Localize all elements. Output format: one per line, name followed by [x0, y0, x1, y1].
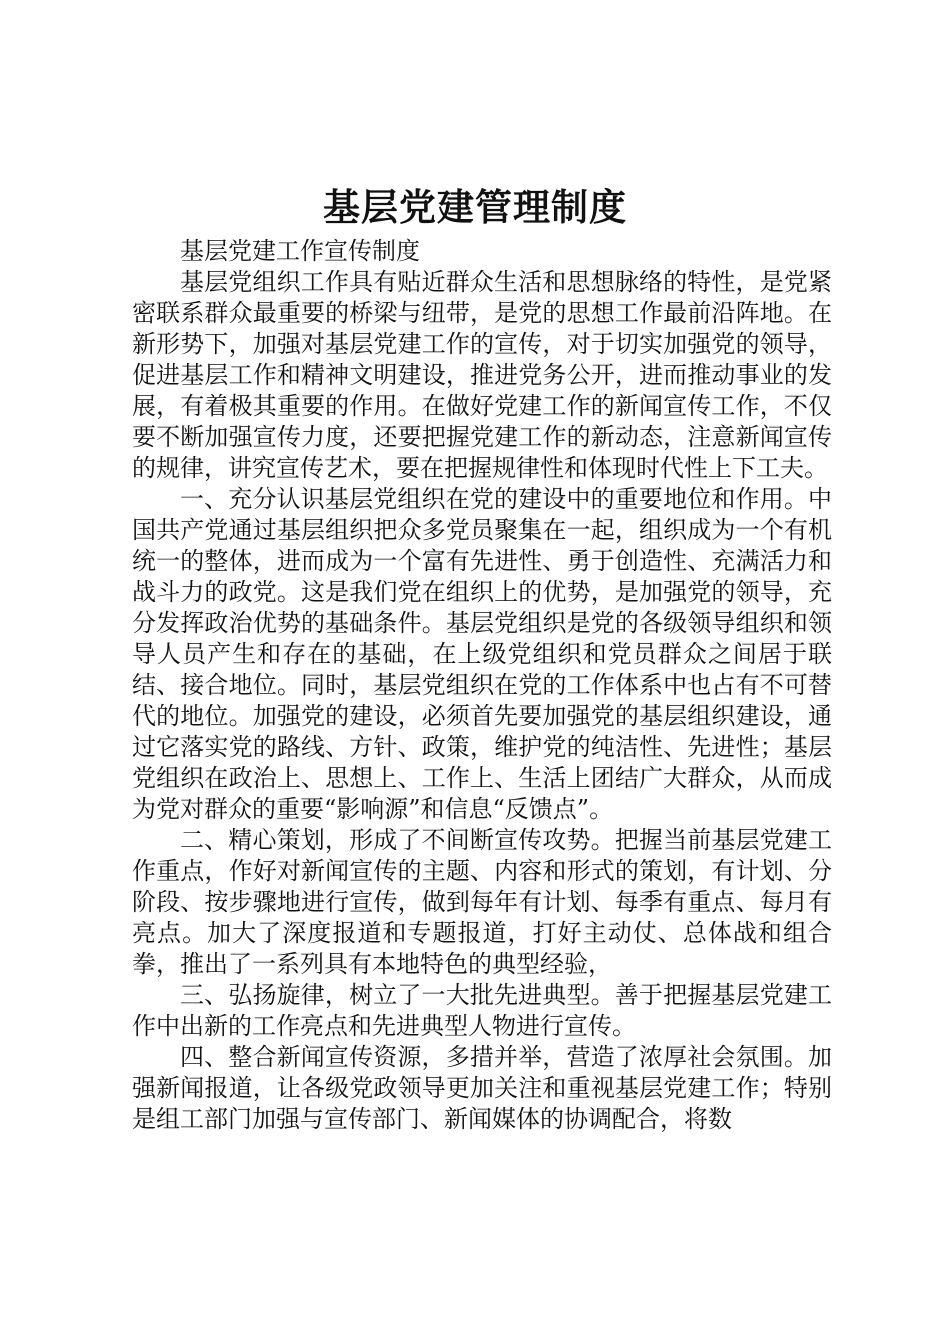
paragraph-point-2: 二、精心策划，形成了不间断宣传攻势。把握当前基层党建工作重点，作好对新闻宣传的主题、内容和形式的策划，有计划、分阶段、按步骤地进行宣传，做到每年有计划、每季有重点、每月有亮点。加大了深度报道和专题报道，打好主动仗、总体战和组合拳，推出了一系列具有本地特色的典型经验，	[132, 826, 832, 978]
document-body	[132, 236, 832, 1135]
paragraph-point-4: 四、整合新闻宣传资源，多措并举，营造了浓厚社会氛围。加强新闻报道，让各级党政领导更加关注和重视基层党建工作；特别是组工部门加强与宣传部门、新闻媒体的协调配合，将数	[132, 1043, 832, 1133]
intro-paragraph: 基层党组织工作具有贴近群众生活和思想脉络的特性，是党紧密联系群众最重要的桥梁与纽带，是党的思想工作最前沿阵地。在新形势下，加强对基层党建工作的宣传，对于切实加强党的领导，促进基层工作和精神文明建设，推进党务公开，进而推动事业的发展，有着极其重要的作用。在做好党建工作的新闻宣传工作，不仅要不断加强宣传力度，还要把握党建工作的新动态，注意新闻宣传的规律，讲究宣传艺术，要在把握规律性和体现时代性上下工夫。	[132, 268, 832, 482]
paragraph-point-1: 一、充分认识基层党组织在党的建设中的重要地位和作用。中国共产党通过基层组织把众多党员聚集在一起，组织成为一个有机统一的整体，进而成为一个富有先进性、勇于创造性、充满活力和战斗力的政党。这是我们党在组织上的优势，是加强党的领导，充分发挥政治优势的基础条件。基层党组织是党的各级领导组织和领导人员产生和存在的基础，在上级党组织和党员群众之间居于联结、接合地位。同时，基层党组织在党的工作体系中也占有不可替代的地位。加强党的建设，必须首先要加强党的基层组织建设，通过它落实党的路线、方针、政策，维护党的纯洁性、先进性；基层党组织在政治上、思想上、工作上、生活上团结广大群众，从而成为党对群众的重要“影响源”和信息“反馈点”。	[132, 485, 832, 823]
section-heading: 基层党建工作宣传制度	[180, 237, 420, 265]
paragraph-point-3: 三、弘扬旋律，树立了一大批先进典型。善于把握基层党建工作中出新的工作亮点和先进典型人物进行宣传。	[132, 981, 832, 1040]
document-title: 基层党建管理制度	[323, 185, 627, 229]
